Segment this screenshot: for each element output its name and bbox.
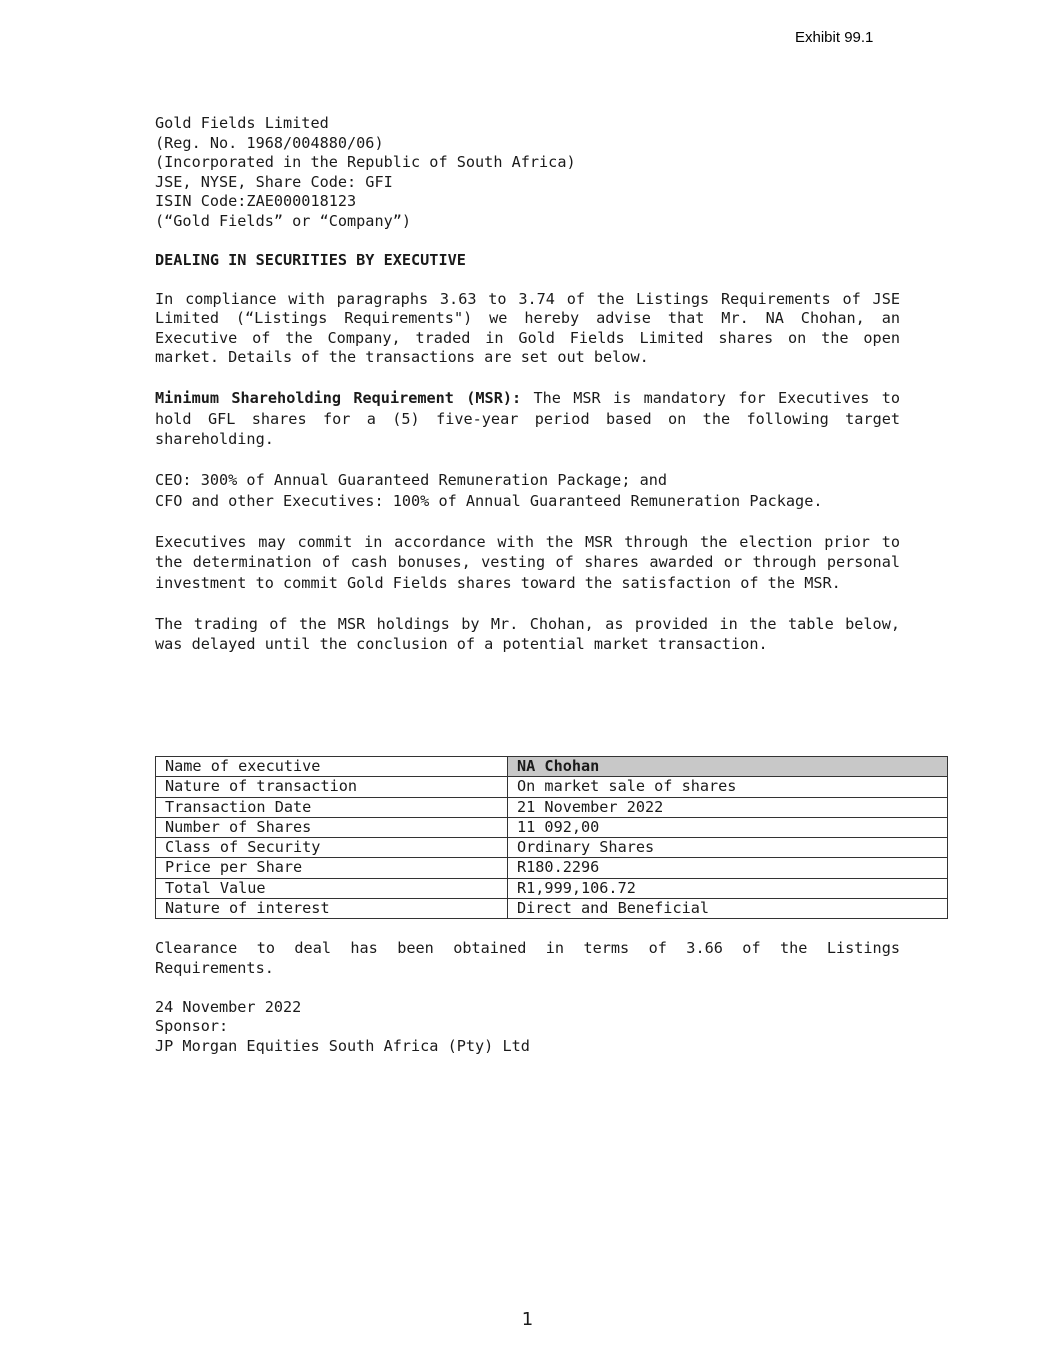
row-label: Class of Security [156,838,508,858]
row-label: Name of executive [156,757,508,777]
table-row [156,777,948,797]
table-row [156,797,948,817]
row-label: Total Value [156,878,508,898]
closing-date: 24 November 2022 [155,997,302,1016]
sponsor-name: JP Morgan Equities South Africa (Pty) Ltd [155,1036,530,1055]
company-name: Gold Fields Limited [155,114,329,132]
table-row [156,878,948,898]
signature-block [155,998,900,1057]
table-row [156,838,948,858]
table-row [156,817,948,837]
msr-paragraph [155,388,900,450]
exhibit-label: Exhibit 99.1 [795,29,874,46]
closing-section [155,939,900,1056]
table-row [156,757,948,777]
trading-paragraph: The trading of the MSR holdings by Mr. Chohan, as provided in the table below, was delayed until the conclusion of a potential market transaction. [155,614,900,653]
clearance-paragraph: Clearance to deal has been obtained in terms of 3.66 of the Listings Requirements. [155,939,900,977]
row-value: On market sale of shares [508,777,948,797]
row-value: 11 092,00 [508,817,948,837]
msr-label: Minimum Shareholding Requirement (MSR): [155,389,522,407]
msr-text: The MSR is mandatory for Executives to hold GFL shares for a (5) five-year period based on the following target shareholding. [155,389,900,448]
company-block [155,114,900,231]
share-code: JSE, NYSE, Share Code: GFI [155,172,393,191]
row-value: R1,999,106.72 [508,878,948,898]
table-row [156,858,948,878]
page-number: 1 [521,1309,534,1330]
row-value: NA Chohan [508,757,948,777]
incorporation: (Incorporated in the Republic of South Africa) [155,153,576,171]
row-value: Direct and Beneficial [508,899,948,919]
row-value: 21 November 2022 [508,797,948,817]
transaction-details-table [155,756,948,919]
cfo-target: CFO and other Executives: 100% of Annual Guaranteed Remuneration Package. [155,491,823,510]
table-row [156,899,948,919]
ceo-target: CEO: 300% of Annual Guaranteed Remuneration Package; and [155,471,668,489]
row-label: Nature of interest [156,899,508,919]
target-shareholding [155,470,900,511]
row-label: Price per Share [156,858,508,878]
document-heading: DEALING IN SECURITIES BY EXECUTIVE [155,250,466,269]
row-value: R180.2296 [508,858,948,878]
registration-number: (Reg. No. 1968/004880/06) [155,133,384,152]
company-alias: (“Gold Fields” or “Company”) [155,211,412,230]
intro-paragraph: In compliance with paragraphs 3.63 to 3.74 of the Listings Requirements of JSE Limited (“Listings Requirements") we hereby advise that Mr. NA Chohan, an Executive of the Company, traded in Gold Fields Limited shares on the open market. Details of the transactions are set out below. [155,289,900,366]
document-body [155,114,900,655]
row-label: Nature of transaction [156,777,508,797]
row-label: Number of Shares [156,817,508,837]
row-label: Transaction Date [156,797,508,817]
commit-paragraph: Executives may commit in accordance with the MSR through the election prior to the determination of cash bonuses, vesting of shares awarded or through personal investment to commit Gold Fields shares toward the satisfaction of the MSR. [155,532,900,592]
sponsor-label: Sponsor: [155,1017,229,1035]
isin-code: ISIN Code:ZAE000018123 [155,192,357,210]
row-value: Ordinary Shares [508,838,948,858]
